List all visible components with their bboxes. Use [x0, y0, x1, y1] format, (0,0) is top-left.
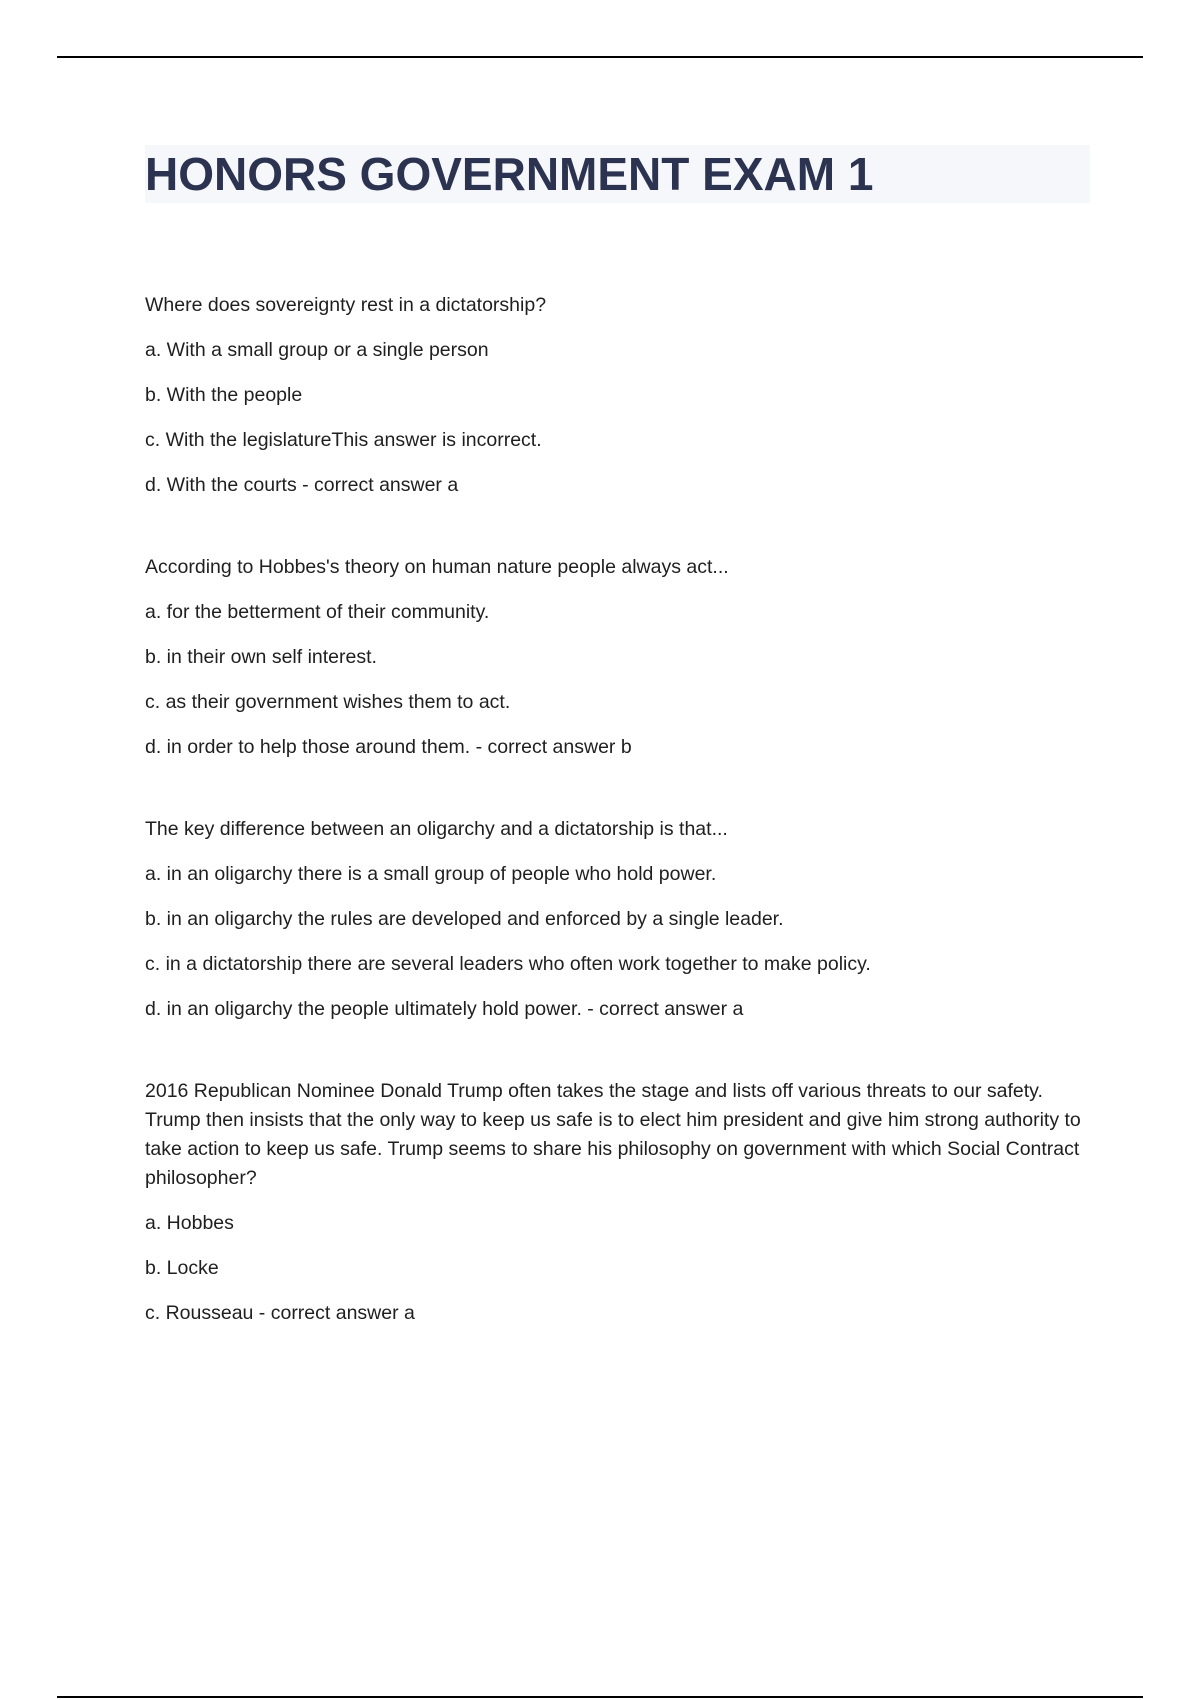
question-text: The key difference between an oligarchy and a dictatorship is that...	[145, 818, 728, 840]
answer-option: a. for the betterment of their community.	[145, 601, 490, 623]
answer-option: b. Locke	[145, 1257, 219, 1279]
answer-option: c. in a dictatorship there are several leaders who often work together to make policy.	[145, 953, 871, 975]
question-block-1	[145, 291, 1100, 500]
question-text: Where does sovereignty rest in a dictatorship?	[145, 294, 547, 316]
answer-option: b. in an oligarchy the rules are developed and enforced by a single leader.	[145, 908, 784, 930]
question-block-2	[145, 553, 1100, 762]
question-block-4	[145, 1077, 1100, 1328]
answer-option: d. With the courts - correct answer a	[145, 474, 459, 496]
answer-option: b. With the people	[145, 384, 303, 406]
answer-option: a. Hobbes	[145, 1212, 234, 1234]
question-text: According to Hobbes's theory on human nature people always act...	[145, 556, 729, 578]
question-text: 2016 Republican Nominee Donald Trump often takes the stage and lists off various threats to our safety. Trump then insists that the only way to keep us safe is to elect him president and give him strong authority to take action to keep us safe. Trump seems to share his philosophy on government with which Social Contract philosopher?	[145, 1080, 1081, 1189]
answer-option: c. as their government wishes them to act.	[145, 691, 511, 713]
header-rule	[57, 56, 1143, 58]
question-block-3	[145, 815, 1100, 1024]
answer-option: d. in an oligarchy the people ultimately hold power. - correct answer a	[145, 998, 744, 1020]
answer-option: c. Rousseau - correct answer a	[145, 1302, 415, 1324]
answer-option: a. With a small group or a single person	[145, 339, 489, 361]
answer-option: d. in order to help those around them. - correct answer b	[145, 736, 632, 758]
answer-option: a. in an oligarchy there is a small group of people who hold power.	[145, 863, 717, 885]
document-title: HONORS GOVERNMENT EXAM 1	[145, 148, 874, 200]
answer-option: b. in their own self interest.	[145, 646, 377, 668]
question-list	[145, 291, 1100, 1328]
footer-rule	[57, 1696, 1143, 1698]
answer-option: c. With the legislatureThis answer is incorrect.	[145, 429, 542, 451]
